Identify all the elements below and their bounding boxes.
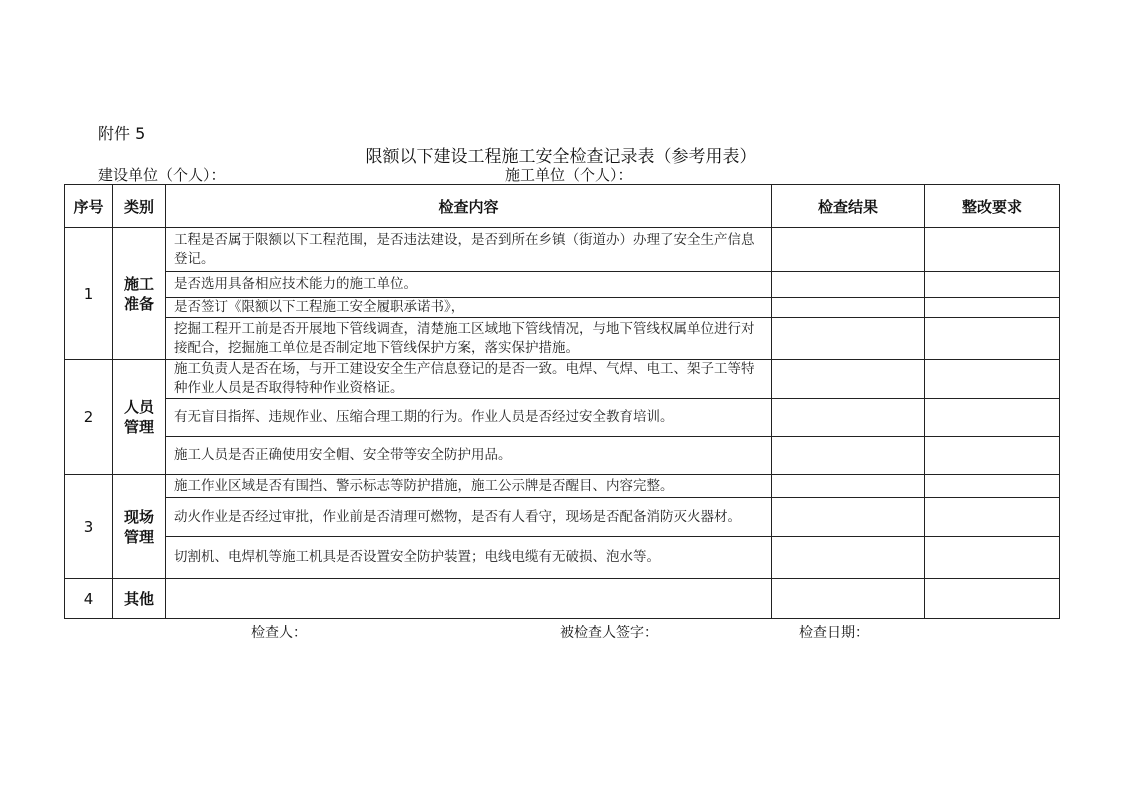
check-item: 是否选用具备相应技术能力的施工单位。 [166,272,772,298]
table-row [65,298,1060,318]
table-row [65,537,1060,579]
section-number: 1 [65,228,113,360]
result-cell[interactable] [772,475,925,498]
section-number: 2 [65,360,113,475]
table-header-row [65,185,1060,228]
section-category: 人员 管理 [113,360,166,475]
table-row [65,318,1060,360]
table-row [65,579,1060,619]
header-category: 类别 [113,185,166,228]
header-result: 检查结果 [772,185,925,228]
inspection-table [64,184,1060,619]
check-item: 动火作业是否经过审批，作业前是否清理可燃物，是否有人看守，现场是否配备消防灭火器材。 [166,498,772,537]
rectification-cell[interactable] [925,298,1060,318]
result-cell[interactable] [772,537,925,579]
rectification-cell[interactable] [925,228,1060,272]
rectification-cell[interactable] [925,579,1060,619]
result-cell[interactable] [772,360,925,399]
result-cell[interactable] [772,272,925,298]
table-row [65,498,1060,537]
result-cell[interactable] [772,228,925,272]
rectification-cell[interactable] [925,318,1060,360]
section-category: 施工 准备 [113,228,166,360]
result-cell[interactable] [772,298,925,318]
result-cell[interactable] [772,318,925,360]
result-cell[interactable] [772,437,925,475]
rectification-cell[interactable] [925,537,1060,579]
check-item: 施工人员是否正确使用安全帽、安全带等安全防护用品。 [166,437,772,475]
table-row [65,437,1060,475]
section-category: 现场 管理 [113,475,166,579]
result-cell[interactable] [772,399,925,437]
header-number: 序号 [65,185,113,228]
result-cell[interactable] [772,579,925,619]
table-row [65,272,1060,298]
inspector-label: 检查人： [251,625,307,641]
rectification-cell[interactable] [925,399,1060,437]
check-item: 是否签订《限额以下工程施工安全履职承诺书》， [166,298,772,318]
rectification-cell[interactable] [925,437,1060,475]
table-row [65,360,1060,399]
table-row [65,399,1060,437]
header-content: 检查内容 [166,185,772,228]
header-rectification: 整改要求 [925,185,1060,228]
result-cell[interactable] [772,498,925,537]
inspection-date-label: 检查日期： [799,625,869,641]
check-item: 挖掘工程开工前是否开展地下管线调查，清楚施工区域地下管线情况，与地下管线权属单位进行对接配合，挖掘施工单位是否制定地下管线保护方案，落实保护措施。 [166,318,772,360]
section-number: 4 [65,579,113,619]
table-row [65,228,1060,272]
inspected-signature-label: 被检查人签字： [560,625,658,641]
check-item: 施工作业区域是否有围挡、警示标志等防护措施，施工公示牌是否醒目、内容完整。 [166,475,772,498]
attachment-label: 附件 5 [98,124,146,143]
check-item: 切割机、电焊机等施工机具是否设置安全防护装置；电线电缆有无破损、泡水等。 [166,537,772,579]
section-number: 3 [65,475,113,579]
table-row [65,475,1060,498]
check-item[interactable] [166,579,772,619]
rectification-cell[interactable] [925,475,1060,498]
rectification-cell[interactable] [925,272,1060,298]
rectification-cell[interactable] [925,360,1060,399]
check-item: 工程是否属于限额以下工程范围，是否违法建设，是否到所在乡镇（街道办）办理了安全生产信息登记。 [166,228,772,272]
check-item: 施工负责人是否在场，与开工建设安全生产信息登记的是否一致。电焊、气焊、电工、架子工等特种作业人员是否取得特种作业资格证。 [166,360,772,399]
document-title: 限额以下建设工程施工安全检查记录表（参考用表） [365,147,757,167]
rectification-cell[interactable] [925,498,1060,537]
section-category: 其他 [113,579,166,619]
check-item: 有无盲目指挥、违规作业、压缩合理工期的行为。作业人员是否经过安全教育培训。 [166,399,772,437]
builder-unit-label: 施工单位（个人）： [505,166,633,184]
construction-unit-label: 建设单位（个人）： [98,166,226,184]
